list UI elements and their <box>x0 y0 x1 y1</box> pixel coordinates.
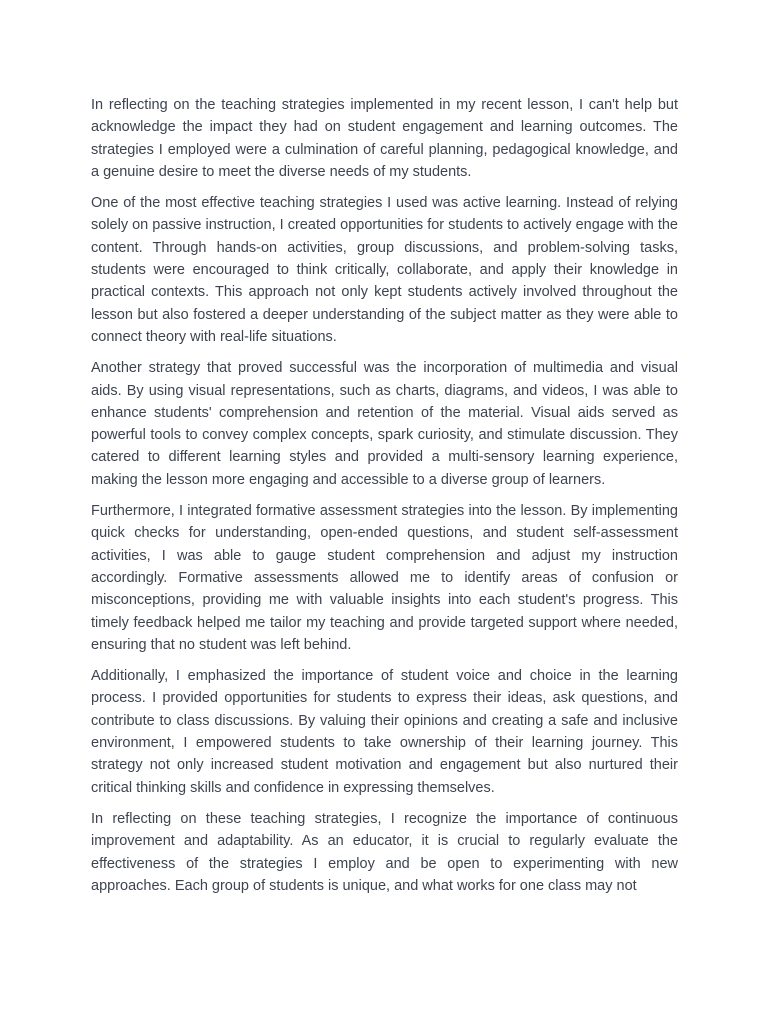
paragraph-formative-assessment: Furthermore, I integrated formative assessment strategies into the lesson. By implementing quick checks for understanding, open-ended questions, and student self-assessment activities, I was able to gauge student comprehension and adjust my instruction accordingly. Formative assessments allowed me to identify areas of confusion or misconceptions, providing me with valuable insights into each student's progress. This timely feedback helped me tailor my teaching and provide targeted support where needed, ensuring that no student was left behind. <box>91 503 678 653</box>
paragraph-active-learning: One of the most effective teaching strategies I used was active learning. Instead of relying solely on passive instruction, I created opportunities for students to actively engage with the content. Through hands-on activities, group discussions, and problem-solving tasks, students were encouraged to think critically, collaborate, and apply their knowledge in practical contexts. This approach not only kept students actively involved throughout the lesson but also fostered a deeper understanding of the subject matter as they were able to connect theory with real-life situations. <box>91 195 678 345</box>
document-body <box>91 94 678 906</box>
paragraph-student-voice: Additionally, I emphasized the importance of student voice and choice in the learning process. I provided opportunities for students to express their ideas, ask questions, and contribute to class discussions. By valuing their opinions and creating a safe and inclusive environment, I empowered students to take ownership of their learning journey. This strategy not only increased student motivation and engagement but also nurtured their critical thinking skills and confidence in expressing themselves. <box>91 668 678 796</box>
paragraph-multimedia: Another strategy that proved successful was the incorporation of multimedia and visual aids. By using visual representations, such as charts, diagrams, and videos, I was able to enhance students' comprehension and retention of the material. Visual aids served as powerful tools to convey complex concepts, spark curiosity, and stimulate discussion. They catered to different learning styles and provided a multi-sensory learning experience, making the lesson more engaging and accessible to a diverse group of learners. <box>91 360 678 488</box>
paragraph-intro: In reflecting on the teaching strategies implemented in my recent lesson, I can't help but acknowledge the impact they had on student engagement and learning outcomes. The strategies I employed were a culmination of careful planning, pedagogical knowledge, and a genuine desire to meet the diverse needs of my students. <box>91 97 678 180</box>
paragraph-reflection: In reflecting on these teaching strategies, I recognize the importance of continuous improvement and adaptability. As an educator, it is crucial to regularly evaluate the effectiveness of the strategies I employ and be open to experimenting with new approaches. Each group of students is unique, and what works for one class may not <box>91 810 678 894</box>
